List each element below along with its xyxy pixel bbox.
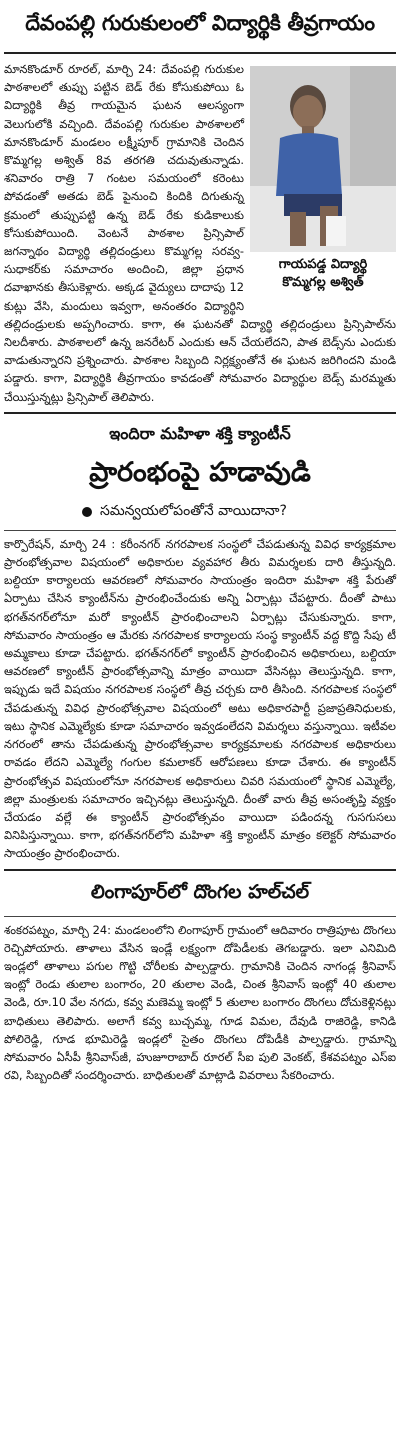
caption-line-1: గాయపడ్డ విద్యార్థి	[278, 257, 368, 272]
article-body-canteen: కార్పొరేషన్, మార్చి 24 : కరీంనగర్ నగరపాలక సంస్థలో చేపడుతున్న వివిధ కార్యక్రమాల ప్రారంభోత్సవాల విషయంలో అధికారుల వ్యవహార తీరు విమర్శలకు దారి తీస్తున్నది. బల్దియా కార్యాలయ ఆవరణలో సోమవారం సాయంత్రం ఇందిరా మహిళా శక్తి పేరుతో ఏర్పాటు చేసిన క్యాంటీన్‌ను ప్రారంభించేందుకు అన్ని ఏర్పాట్లు చేపట్టారు. దీంతో పాటు భగత్‌నగర్‌లోనూ మరో క్యాంటీన్ ప్రారంభించాలని ఏర్పాట్లు చేసుకున్నారు. కాగా, సోమవారం సాయంత్రం ఆ మేరకు నగరపాలక కార్యాలయ సంస్థ క్యాంటీన్ వద్ద కొద్ది సేపు టీ అమ్మకాలు కూడా చేపట్టారు. భగత్‌నగర్‌లో క్యాంటీన్ ప్రారంభించిన అధికారులు, బల్దియా ఆవరణలో క్యాంటీన్ ప్రారంభోత్సవాన్ని మాత్రం వాయిదా వేసినట్లు తెలుస్తున్నది. కాగా, ఇప్పుడు ఇదే విషయం నగరపాలక సంస్థలో తీవ్ర చర్చకు దారి తీసింది. నగరపాలక సంస్థలో చేపడుతున్న వివిధ ప్రారంభోత్సవాల విషయంలో అటు అధికారపార్టీ ప్రజాప్రతినిధులకు, ఇటు స్థానిక ఎమ్మెల్యేకు కూడా సమాచారం ఇవ్వడంలేదని విమర్శలు వస్తున్నాయి. ఇటీవల నగరంలో తాను చేపడుతున్న ప్రారంభోత్సవాల కార్యక్రమాలకు నగరపాలక అధికారులు రావడం లేదని ఎమ్మెల్యే గంగుల కమలాకర్ ఆరోపణలు కూడా చేశారు. ఈ క్యాంటీన్ ప్రారంభోత్సవ విషయంలోనూ నగరపాలక అధికారులు చివరి సమయంలో స్థానిక ఎమ్మెల్యే, జిల్లా మంత్రులకు సమాచారం ఇచ్చినట్లు తెలుస్తున్నది. దీంతో వారు తీవ్ర అసంతృప్తి వ్యక్తం చేయడం వల్లే ఈ క్యాంటీన్ ప్రారంభోత్సవం వాయిదా పడిందన్న గుసగుసలు వినిపిస్తున్నాయి. కాగా, భగత్‌నగర్‌లోని మహిళా శక్తి క్యాంటీన్ మాత్రం కలెక్టర్ సోమవారం సాయంత్రం ప్రారంభించారు.	[4, 536, 396, 861]
thin-rule	[4, 916, 396, 917]
caption-line-2: కొమ్మగల్ల అశ్విత్	[282, 275, 364, 290]
subhead-text: సమన్వయలోపంతోనే వాయిదానా?	[100, 502, 287, 519]
story-thieves	[4, 871, 396, 1085]
thin-rule	[4, 530, 396, 531]
headline-student-injury: దేవంపల్లి గురుకులంలో విద్యార్థికి తీవ్రగాయం	[4, 0, 396, 54]
article-body-student-injury	[4, 54, 396, 406]
story-canteen	[4, 414, 396, 863]
photo-block	[250, 66, 396, 294]
photo-caption	[250, 252, 396, 294]
kicker-canteen: ఇందిరా మహిళా శక్తి క్యాంటీన్	[109, 423, 291, 443]
subhead-canteen	[4, 503, 396, 530]
boy-photo-illustration	[250, 66, 396, 252]
headline-thieves: లింగాపూర్‌లో దొంగల హల్‌చల్	[90, 880, 310, 903]
headline-canteen: ప్రారంభంపై హడావుడి	[89, 456, 311, 488]
story-student-injury	[4, 0, 396, 406]
article-body-thieves: శంకరపట్నం, మార్చి 24: మండలంలోని లింగాపూర్ గ్రామంలో ఆదివారం రాత్రిపూట దొంగలు రెచ్చిపోయారు. తాళాలు వేసిన ఇండ్లే లక్ష్యంగా దోపిడీలకు తెగబడ్డారు. ఇలా ఎనిమిది ఇండ్లలో తాళాలు పగుల గొట్టి చోరీలకు పాల్పడ్డారు. గ్రామానికి చెందిన నాగండ్ల శ్రీనివాస్ ఇంట్లో రెండు తులాల బంగారం, 20 తులాల వెండి, చింత శ్రీనివాస్ ఇంట్లో 40 తులాల వెండి, రూ.10 వేల నగదు, కవ్వ మణెమ్మ ఇంట్లో 5 తులాల బంగారం దొంగలు దోచుకెళ్లినట్లు బాధితులు తెలిపారు. అలాగే కవ్వ బుచ్చమ్మ, గూడ విమల, దేవుడి రాజిరెడ్డి, కానిడి పోలిరెడ్డి, గూడ భూమిరెడ్డి ఇండ్లలో సైతం దొంగలు దోపిడీకి పాల్పడ్డారు. గ్రామాన్ని సోమవారం ఏసీపీ శ్రీనివాస్‌జీ, హుజూరాబాద్ రూరల్ సీఐ పులి వెంకట్, కేశవపట్నం ఎస్ఐ రవి, సిబ్బందితో సందర్శించారు. బాధితులతో మాట్లాడి వివరాలు సేకరించారు.	[4, 922, 396, 1083]
bullet-icon	[82, 507, 92, 517]
article-text-student-injury: మానకొండూర్ రూరల్, మార్చి 24: దేవంపల్లి గురుకుల పాఠశాలలో తుప్పు పట్టిన బెడ్ రేకు కోసుకుపోయి ఓ విద్యార్థికి తీవ్ర గాయమైన ఘటన ఆలస్యంగా వెలుగులోకి వచ్చింది. దేవంపల్లి గురుకుల పాఠశాలలో మానకొండూర్ మండలం లక్ష్మీపూర్ గ్రామానికి చెందిన కొమ్మగల్ల అశ్విత్ 8వ తరగతి చదువుతున్నాడు. శనివారం రాత్రి 7 గంటల సమయంలో కరెంటు పోవడంతో అతడు బెడ్ పైనుంచి కిందికి దిగుతున్న క్రమంలో తుప్పుపట్టి ఉన్న బెడ్ రేకు కుడికాలుకు కోసుకుపోయింది. వెంటనే పాఠశాల ప్రిన్సిపాల్ జగన్నాథం విద్యార్థి తల్లిదండ్రులు కొమ్మగల్ల సరవ్వ-సుధాకర్‌కు సమాచారం అందించి, జిల్లా ప్రధాన దవాఖానకు తీసుకెళ్లారు. అక్కడ వైద్యులు దాదాపు 12 కుట్లు వేసి, మందులు ఇవ్వగా, అనంతరం విద్యార్థిని తల్లిదండ్రులకు అప్పగించారు. కాగా, ఈ ఘటనతో విద్యార్థి తల్లిదండ్రులు ప్రిన్సిపాల్‌ను నిలదీశారు. పాఠశాలలో ఉన్న జనరేటర్ ఎందుకు ఆన్ చేయలేదని, పాత బెడ్స్‌ను ఎందుకు వాడుతున్నారని ప్రశ్నించారు. పాఠశాల సిబ్బంది నిర్లక్ష్యంతోనే ఈ ఘటన జరిగిందని మండి పడ్డారు. కాగా, విద్యార్థికి తీవ్రగాయం కావడంతో సోమవారం విద్యార్థుల బెడ్స్ మరమ్మతు చేయిస్తున్నట్లు ప్రిన్సిపాల్ తెలిపారు.	[4, 62, 396, 404]
student-photo	[250, 66, 396, 252]
